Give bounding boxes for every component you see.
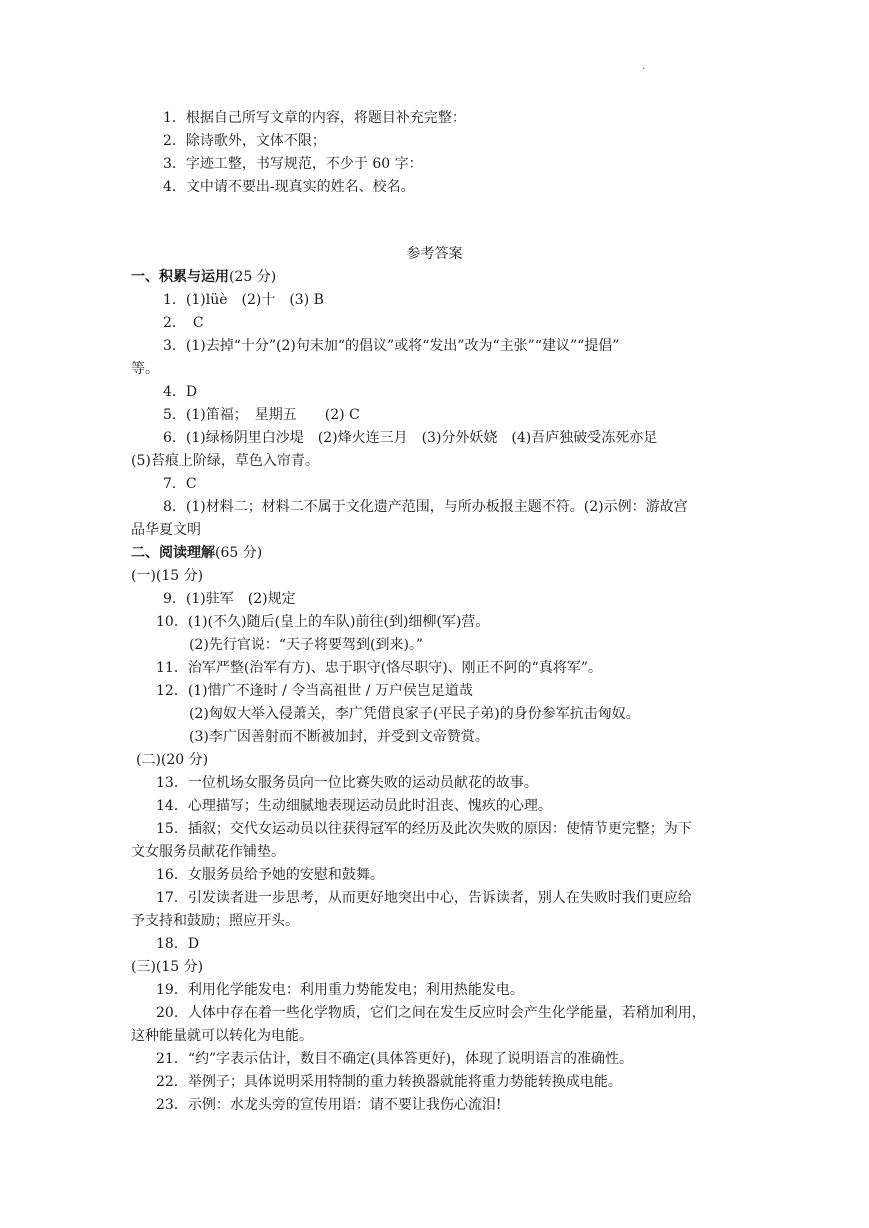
- answer-line: 13．一位机场女服务员向一位比赛失败的运动员献花的故事。: [156, 775, 538, 791]
- section1-heading: 一、积累与运用: [131, 269, 229, 285]
- answer-line: 4．D: [163, 384, 198, 400]
- answer-line: 予支持和鼓励；照应开头。: [131, 913, 299, 929]
- answer-line: 8．(1)材料二；材料二不属于文化遗产范围，与所办板报主题不符。(2)示例：游故宫: [163, 499, 688, 515]
- answer-line: 5．(1)笛福； 星期五 (2) C: [163, 407, 360, 423]
- answer-line: 2． C: [163, 315, 204, 331]
- answer-line: 1．(1)lüè (2)十 (3) B: [163, 292, 324, 308]
- answer-line: (2)匈奴大举入侵萧关，李广凭借良家子(平民子弟)的身份参军抗击匈奴。: [189, 706, 640, 722]
- subsection-heading: (一)(15 分): [131, 568, 204, 584]
- page-dot: ·: [642, 64, 646, 75]
- answer-line: 22．举例子；具体说明采用特制的重力转换器就能将重力势能转换成电能。: [156, 1074, 622, 1090]
- requirement-4: 4．文中请不要出-现真实的姓名、校名。: [163, 179, 415, 195]
- answer-line: 23．示例：水龙头旁的宣传用语：请不要让我伤心流泪!: [156, 1097, 502, 1113]
- answer-line: 这种能量就可以转化为电能。: [131, 1028, 313, 1044]
- section1-score: (25 分): [229, 269, 277, 285]
- requirement-1: 1．根据自己所写文章的内容，将题目补充完整：: [163, 110, 466, 126]
- subsection-heading: (二)(20 分): [136, 752, 209, 768]
- answer-line: (2)先行官说：“天子将要驾到(到来)。”: [189, 637, 424, 653]
- section2-heading: 二、阅读理解: [131, 545, 215, 561]
- answer-line: 3．(1)去掉“十分”(2)句末加“的倡议”或将“发出”改为“主张”“建议”“提倡”: [163, 338, 620, 354]
- answer-line: 15．插叙；交代女运动员以往获得冠军的经历及此次失败的原因：使情节更完整；为下: [156, 821, 692, 837]
- section2-heading-line: [131, 543, 262, 563]
- answer-line: 19．利用化学能发电：利用重力势能发电；利用热能发电。: [156, 982, 524, 998]
- answer-line: 6．(1)绿杨阴里白沙堤 (2)烽火连三月 (3)分外妖娆 (4)吾庐独破受冻死亦足: [163, 430, 658, 446]
- answer-line: 7．C: [163, 476, 197, 492]
- requirement-2: 2．除诗歌外，文体不限；: [163, 133, 326, 149]
- answer-line: 文女服务员献花作铺垫。: [131, 844, 285, 860]
- answer-line: 21．“约”字表示估计，数目不确定(具体答更好)，体现了说明语言的准确性。: [156, 1051, 634, 1067]
- answer-line: 20．人体中存在着一些化学物质，它们之间在发生反应时会产生化学能量，若稍加利用，: [156, 1005, 706, 1021]
- answer-line: (3)李广因善射而不断被加封，并受到文帝赞赏。: [189, 729, 489, 745]
- requirement-3: 3．字迹工整，书写规范，不少于 60 字：: [163, 156, 423, 172]
- answer-line: (5)苔痕上阶绿，草色入帘青。: [131, 453, 319, 469]
- answer-line: 12．(1)惜广不逢时 / 令当高祖世 / 万户侯岂足道哉: [156, 683, 473, 699]
- answer-line: 品华夏文明: [131, 522, 201, 538]
- answer-title: 参考答案: [406, 246, 463, 262]
- answer-line: 16．女服务员给予她的安慰和鼓舞。: [156, 867, 384, 883]
- answer-line: 10．(1)(不久)随后(皇上的车队)前往(到)细柳(军)营。: [156, 614, 490, 630]
- answer-line: 14．心理描写；生动细腻地表现运动员此时沮丧、愧疚的心理。: [156, 798, 552, 814]
- answer-line: 等。: [131, 361, 159, 377]
- subsection-heading: (三)(15 分): [131, 959, 204, 975]
- section2-score: (65 分): [215, 545, 263, 561]
- answer-line: 18．D: [156, 936, 200, 952]
- answer-line: 9．(1)驻军 (2)规定: [163, 591, 296, 607]
- section1-heading-line: [131, 267, 276, 287]
- answer-line: 11．治军严整(治军有方)、忠于职守(恪尽职守)、刚正不阿的“真将军”。: [156, 660, 602, 676]
- answer-line: 17．引发读者进一步思考，从而更好地突出中心，告诉读者，别人在失败时我们更应给: [156, 890, 692, 906]
